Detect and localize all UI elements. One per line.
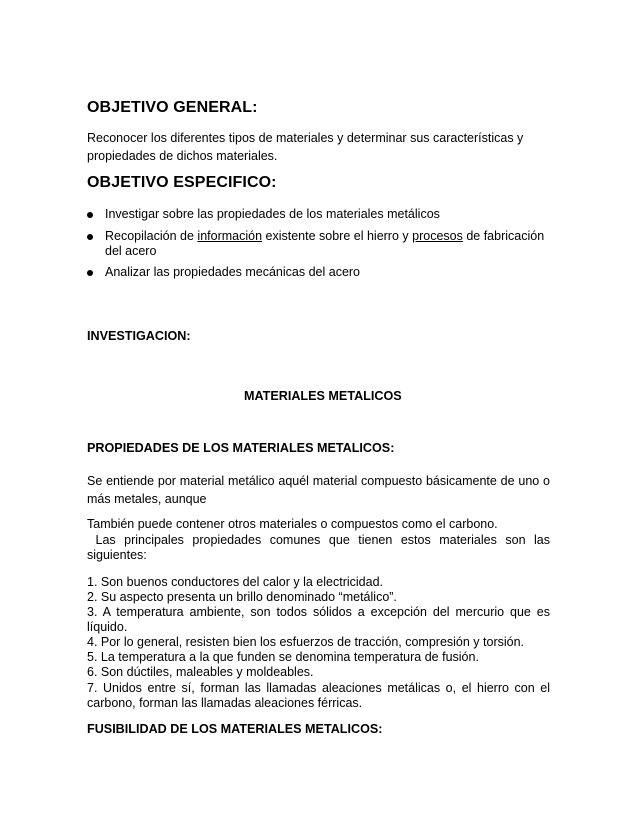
list-item-2: 2. Su aspecto presenta un brillo denominado “metálico”.	[87, 590, 397, 604]
fusibilidad-heading: FUSIBILIDAD DE LOS MATERIALES METALICOS:	[87, 722, 383, 736]
bullet-item-2-post: de fabricación	[462, 229, 545, 243]
section-title: MATERIALES METALICOS	[244, 389, 402, 403]
bullet-dot-icon	[87, 234, 93, 240]
list-item-6: 6. Son dúctiles, maleables y moldeables.	[87, 665, 314, 679]
bullet-dot-icon	[87, 270, 93, 276]
propiedades-intro-line1: Se entiende por material metálico aquél material compuesto básicamente de uno o	[87, 474, 550, 488]
bullet-item-2-mid: existente sobre el hierro y	[262, 229, 413, 243]
list-item-4: 4. Por lo general, resisten bien los esfuerzos de tracción, compresión y torsión.	[87, 635, 525, 649]
procesos-link[interactable]: procesos	[412, 229, 463, 243]
bullet-item-3: Analizar las propiedades mecánicas del acero	[105, 265, 361, 279]
bullet-item-2-line2: del acero	[105, 244, 157, 258]
bullet-item-1: Investigar sobre las propiedades de los materiales metálicos	[105, 207, 440, 221]
propiedades-p2-line1: También puede contener otros materiales o compuestos como el carbono.	[87, 517, 498, 531]
list-item-5: 5. La temperatura a la que funden se denomina temperatura de fusión.	[87, 650, 479, 664]
propiedades-heading: PROPIEDADES DE LOS MATERIALES METALICOS:	[87, 441, 395, 455]
informacion-link[interactable]: información	[197, 229, 263, 243]
objetivo-general-text-line2: propiedades de dichos materiales.	[87, 149, 278, 163]
propiedades-intro-line2: más metales, aunque	[87, 492, 207, 506]
list-item-3-line2: líquido.	[87, 620, 128, 634]
bullet-item-2-pre: Recopilación de	[105, 229, 198, 243]
list-item-3-line1: 3. A temperatura ambiente, son todos sólidos a excepción del mercurio que es	[87, 605, 550, 619]
propiedades-p2-line3: siguientes:	[87, 548, 147, 562]
investigacion-heading: INVESTIGACION:	[87, 329, 191, 343]
objetivo-general-text-line1: Reconocer los diferentes tipos de materiales y determinar sus características y	[87, 131, 524, 145]
propiedades-p2-line2: Las principales propiedades comunes que tienen estos materiales son las	[87, 533, 550, 547]
list-item-1: 1. Son buenos conductores del calor y la electricidad.	[87, 575, 384, 589]
list-item-7-line1: 7. Unidos entre sí, forman las llamadas aleaciones metálicas o, el hierro con el	[87, 681, 550, 695]
objetivo-general-heading: OBJETIVO GENERAL:	[87, 99, 258, 116]
list-item-7-line2: carbono, forman las llamadas aleaciones férricas.	[87, 696, 363, 710]
bullet-dot-icon	[87, 212, 93, 218]
bullet-item-2	[105, 228, 544, 244]
objetivo-especifico-heading: OBJETIVO ESPECIFICO:	[87, 174, 277, 191]
